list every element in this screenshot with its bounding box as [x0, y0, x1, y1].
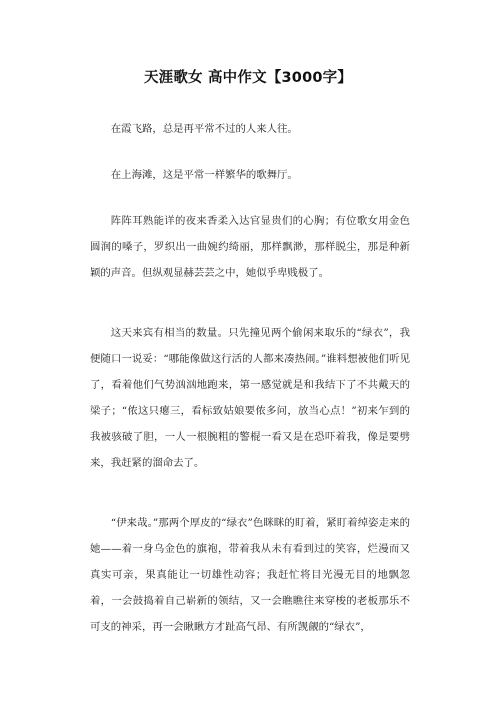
paragraph-5: “伊来哉。”那两个厚皮的“绿衣”色眯眯的盯着，紧盯着绰姿走来的她——着一身乌金色的旗袍，带着我从未有看到过的笑容，烂漫而又真实可亲，果真能让一切雄性动容；我赶忙将目光漫无目的地飘忽着，一会鼓捣着自己崭新的领结，又一会瞧瞧往来穿梭的老板那乐不可支的神采，再一会瞅瞅方才趾高气昂、有所觊觎的“绿衣”， — [90, 517, 410, 633]
paragraph-4: 这天来宾有相当的数量。只先撞见两个偷闲来取乐的“绿衣”，我便随口一说妥：“哪能像做这行活的人都来凑热闹。”谁料想被他们听见了，看着他们气势汹汹地跑来，第一感觉就是和我结下了不共戴天的梁子；“侬这只瘪三，看标致姑娘要侬多问，放当心点！”初来乍到的我被骇破了胆，一人一根腕粗的警棍一看又是在恐吓着我，像是要劈来，我赶紧的溜命去了。 — [90, 327, 410, 469]
paragraph-3: 阵阵耳熟能详的夜来香柔入达官显贵们的心胸；有位歌女用金色圆润的嗓子，罗织出一曲婉约绮丽，那样飘渺，那样脱尘，那是种新颖的声音。但纵观显赫芸芸之中，她似乎卑贱极了。 — [90, 215, 410, 279]
paragraph-2: 在上海滩，这是平常一样繁华的歌舞厅。 — [110, 169, 298, 181]
paragraph-1: 在霞飞路，总是再平常不过的人来人往。 — [110, 123, 298, 135]
document-title: 天涯歌女 高中作文【3000字】 — [143, 70, 353, 86]
